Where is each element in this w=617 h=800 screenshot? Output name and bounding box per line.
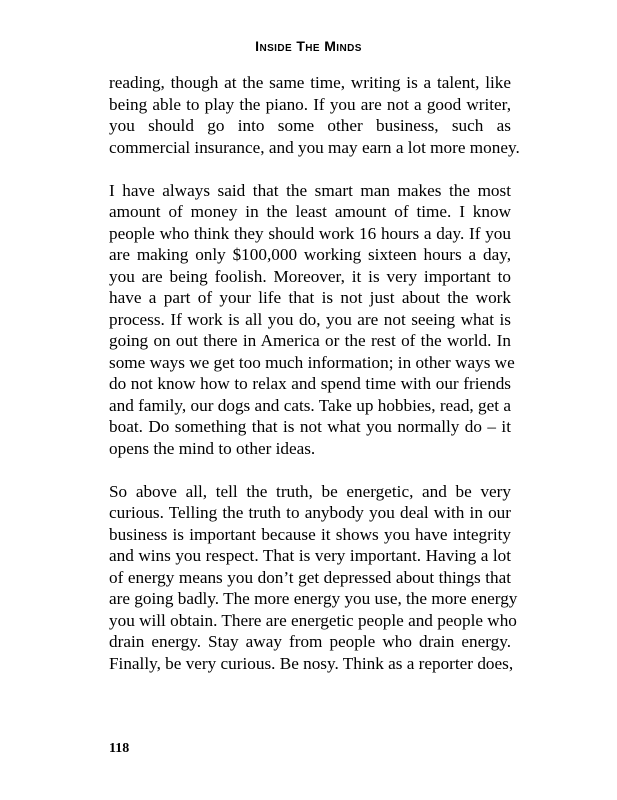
running-head: Inside The Minds bbox=[255, 38, 362, 54]
text-line: you will obtain. There are energetic people and people who bbox=[109, 610, 517, 630]
text-line: going on out there in America or the rest of the world. In bbox=[109, 331, 511, 350]
text-line: are making only $100,000 working sixteen hours a day, bbox=[109, 245, 511, 264]
text-line: you are being foolish. Moreover, it is very important to bbox=[109, 266, 511, 286]
text-line: So above all, tell the truth, be energetic, and be very bbox=[109, 481, 511, 501]
paragraph-2 bbox=[109, 180, 515, 460]
text-line: do not know how to relax and spend time with our friends bbox=[109, 374, 511, 393]
page-number: 118 bbox=[109, 741, 130, 756]
text-line: you should go into some other business, such as bbox=[109, 116, 511, 135]
text-line: and family, our dogs and cats. Take up hobbies, read, get a bbox=[109, 395, 511, 415]
text-line: process. If work is all you do, you are not seeing what is bbox=[109, 309, 511, 329]
text-line: are going badly. The more energy you use, the more energy bbox=[109, 589, 518, 608]
text-line: of energy means you don’t get depressed about things that bbox=[109, 567, 511, 587]
text-line: commercial insurance, and you may earn a lot more money. bbox=[109, 137, 520, 157]
text-line: boat. Do something that is not what you normally do – it bbox=[109, 417, 511, 436]
text-line: I have always said that the smart man makes the most bbox=[109, 180, 511, 200]
text-line: drain energy. Stay away from people who drain energy. bbox=[109, 632, 511, 651]
text-line: some ways we get too much information; in other ways we bbox=[109, 352, 515, 372]
text-line: Finally, be very curious. Be nosy. Think as a reporter does, bbox=[109, 653, 514, 673]
paragraph-1 bbox=[109, 72, 520, 158]
text-line: people who think they should work 16 hours a day. If you bbox=[109, 223, 511, 243]
text-line: being able to play the piano. If you are not a good writer, bbox=[109, 94, 511, 114]
text-line: business is important because it shows you have integrity bbox=[109, 524, 511, 544]
text-line: curious. Telling the truth to anybody you deal with in our bbox=[109, 503, 511, 522]
text-line: opens the mind to other ideas. bbox=[109, 438, 316, 458]
text-line: reading, though at the same time, writing is a talent, like bbox=[109, 73, 511, 92]
text-line: have a part of your life that is not just about the work bbox=[109, 288, 511, 307]
body-text bbox=[109, 72, 520, 696]
text-line: and wins you respect. That is very important. Having a lot bbox=[109, 546, 511, 565]
paragraph-3 bbox=[109, 481, 518, 675]
text-line: amount of money in the least amount of time. I know bbox=[109, 202, 511, 221]
